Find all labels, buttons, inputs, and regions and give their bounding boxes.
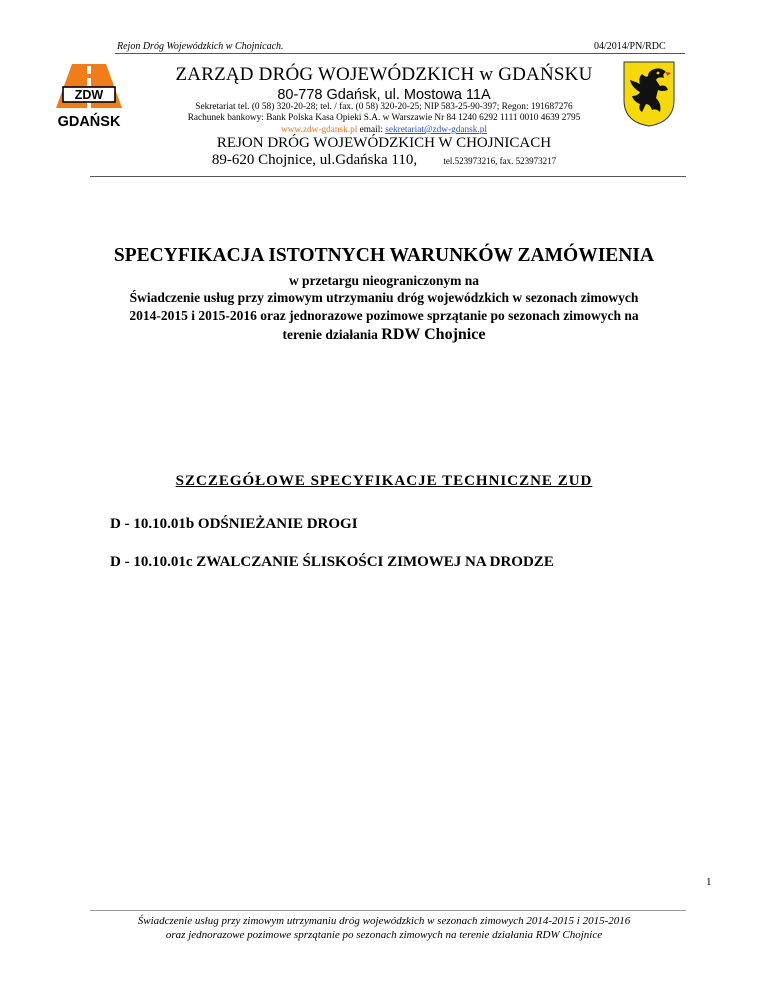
email-label: email: xyxy=(359,125,383,135)
header-right-text: 04/2014/PN/RDC xyxy=(594,41,666,52)
org-title: ZARZĄD DRÓG WOJEWÓDZKICH w GDAŃSKU xyxy=(175,64,593,85)
footer-line-2: oraz jednorazowe pozimowe sprzątanie po sezonach zimowych na terenie działania RDW Chojnice xyxy=(165,929,603,941)
rdw-address-line xyxy=(0,152,768,169)
spec-subtitle-2: Świadczenie usług przy zimowym utrzymaniu dróg wojewódzkich w sezonach zimowych xyxy=(129,290,639,305)
spec-subtitle-4-prefix: terenie działania xyxy=(282,327,378,342)
header-left-text: Rejon Dróg Wojewódzkich w Chojnicach. xyxy=(117,41,284,52)
spec-subtitle-4 xyxy=(0,326,768,344)
website-link[interactable]: www.zdw-gdansk.pl xyxy=(281,125,358,135)
sst-item-2: D - 10.10.01c ZWALCZANIE ŚLISKOŚCI ZIMOWEJ NA DRODZE xyxy=(110,554,554,570)
org-address: 80-778 Gdańsk, ul. Mostowa 11A xyxy=(277,87,491,103)
spec-subtitle-1: w przetargu nieograniczonym na xyxy=(288,273,480,288)
page-number: 1 xyxy=(706,876,712,888)
letterhead-divider xyxy=(90,176,686,177)
rdw-phone: tel.523973216, fax. 523973217 xyxy=(443,156,557,166)
footer-line-1: Świadczenie usług przy zimowym utrzymaniu dróg wojewódzkich w sezonach zimowych 2014-2015 i 2015-2016 xyxy=(137,915,631,927)
org-bank-line: Rachunek bankowy: Bank Polska Kasa Opieki S.A. w Warszawie Nr 84 1240 6292 1111 0010 4639 2795 xyxy=(187,113,581,123)
email-link[interactable]: sekretariat@zdw-gdansk.pl xyxy=(385,125,487,135)
org-web-line xyxy=(0,125,768,135)
spec-subtitle-3: 2014-2015 i 2015-2016 oraz jednorazowe pozimowe sprzątanie po sezonach zimowych na xyxy=(129,308,639,323)
sst-item-1: D - 10.10.01b ODŚNIEŻANIE DROGI xyxy=(110,516,358,532)
rdw-address: 89-620 Chojnice, ul.Gdańska 110, xyxy=(211,152,418,168)
org-contact-line: Sekretariat tel. (0 58) 320-20-28; tel. / fax. (0 58) 320-20-25; NIP 583-25-90-397; Regon: 191687276 xyxy=(195,102,573,112)
rdw-title: REJON DRÓG WOJEWÓDZKICH W CHOJNICACH xyxy=(216,135,552,151)
zdw-city-text: GDAŃSK xyxy=(57,114,121,130)
spec-title: SPECYFIKACJA ISTOTNYCH WARUNKÓW ZAMÓWIENIA xyxy=(113,245,655,266)
header-divider xyxy=(115,53,685,54)
sst-heading: SZCZEGÓŁOWE SPECYFIKACJE TECHNICZNE ZUD xyxy=(175,473,593,489)
footer-divider xyxy=(90,910,686,911)
spec-subtitle-4-name: RDW Chojnice xyxy=(381,326,486,343)
zdw-badge-text: ZDW xyxy=(74,88,104,102)
